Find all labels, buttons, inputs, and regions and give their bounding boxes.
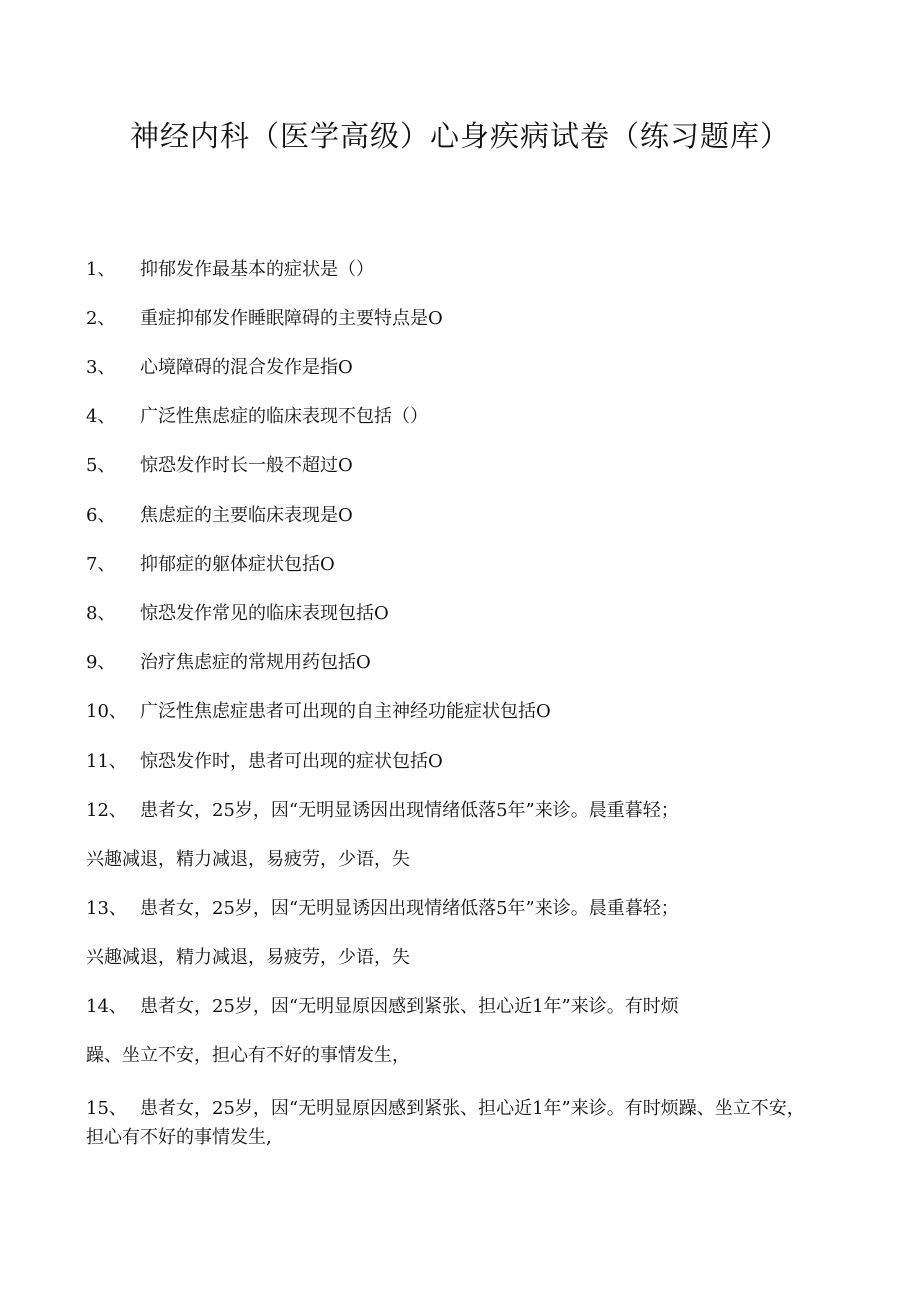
question-text: 患者女，25岁，因“无明显诱因出现情绪低落5年”来诊。晨重暮轻；	[140, 898, 679, 919]
question-11	[86, 751, 443, 773]
question-text: 广泛性焦虑症患者可出现的自主神经功能症状包括O	[140, 701, 551, 722]
question-number: 3、	[86, 357, 116, 378]
question-9	[86, 652, 371, 674]
question-14-continuation: 躁、坐立不安，担心有不好的事情发生，	[86, 1045, 410, 1066]
question-8	[86, 603, 389, 625]
question-number: 1、	[86, 259, 116, 280]
question-number: 6、	[86, 505, 116, 526]
question-1	[86, 259, 374, 281]
question-13-continuation: 兴趣减退，精力减退，易疲劳，少语，失	[86, 947, 410, 968]
question-3	[86, 357, 353, 379]
question-number: 14、	[86, 996, 127, 1017]
question-number: 2、	[86, 308, 116, 329]
question-2	[86, 308, 443, 330]
question-7	[86, 554, 335, 576]
question-number: 11、	[86, 751, 127, 772]
question-10	[86, 701, 551, 723]
question-12-continuation: 兴趣减退，精力减退，易疲劳，少语，失	[86, 849, 410, 870]
question-text: 惊恐发作时长一般不超过O	[140, 455, 353, 476]
question-text: 惊恐发作时，患者可出现的症状包括O	[140, 751, 443, 772]
question-15	[86, 1094, 816, 1152]
question-text: 抑郁发作最基本的症状是（）	[140, 259, 374, 280]
page-title: 神经内科（医学高级）心身疾病试卷（练习题库）	[129, 119, 790, 153]
question-text: 抑郁症的躯体症状包括O	[140, 554, 335, 575]
question-number: 8、	[86, 603, 116, 624]
question-number: 7、	[86, 554, 116, 575]
question-number: 10、	[86, 701, 127, 722]
question-text: 广泛性焦虑症的临床表现不包括（）	[140, 406, 428, 427]
question-6	[86, 505, 353, 527]
question-14	[86, 996, 679, 1018]
question-12	[86, 800, 679, 822]
question-text: 焦虑症的主要临床表现是O	[140, 505, 353, 526]
question-4	[86, 406, 428, 428]
question-number: 5、	[86, 455, 116, 476]
question-5	[86, 455, 353, 477]
question-number: 9、	[86, 652, 116, 673]
question-text: 惊恐发作常见的临床表现包括O	[140, 603, 389, 624]
question-text: 患者女，25岁，因“无明显诱因出现情绪低落5年”来诊。晨重暮轻；	[140, 800, 679, 821]
question-text: 患者女，25岁，因“无明显原因感到紧张、担心近1年”来诊。有时烦	[140, 996, 679, 1017]
question-text: 患者女，25岁，因“无明显原因感到紧张、担心近1年”来诊。有时烦躁、坐立不安，担心有不好的事情发生,	[86, 1098, 805, 1148]
question-number: 13、	[86, 898, 127, 919]
question-13	[86, 898, 679, 920]
question-number: 12、	[86, 800, 127, 821]
question-text: 心境障碍的混合发作是指O	[140, 357, 353, 378]
question-text: 重症抑郁发作睡眠障碍的主要特点是O	[140, 308, 443, 329]
question-number: 4、	[86, 406, 116, 427]
question-number: 15、	[86, 1098, 127, 1119]
question-text: 治疗焦虑症的常规用药包括O	[140, 652, 371, 673]
